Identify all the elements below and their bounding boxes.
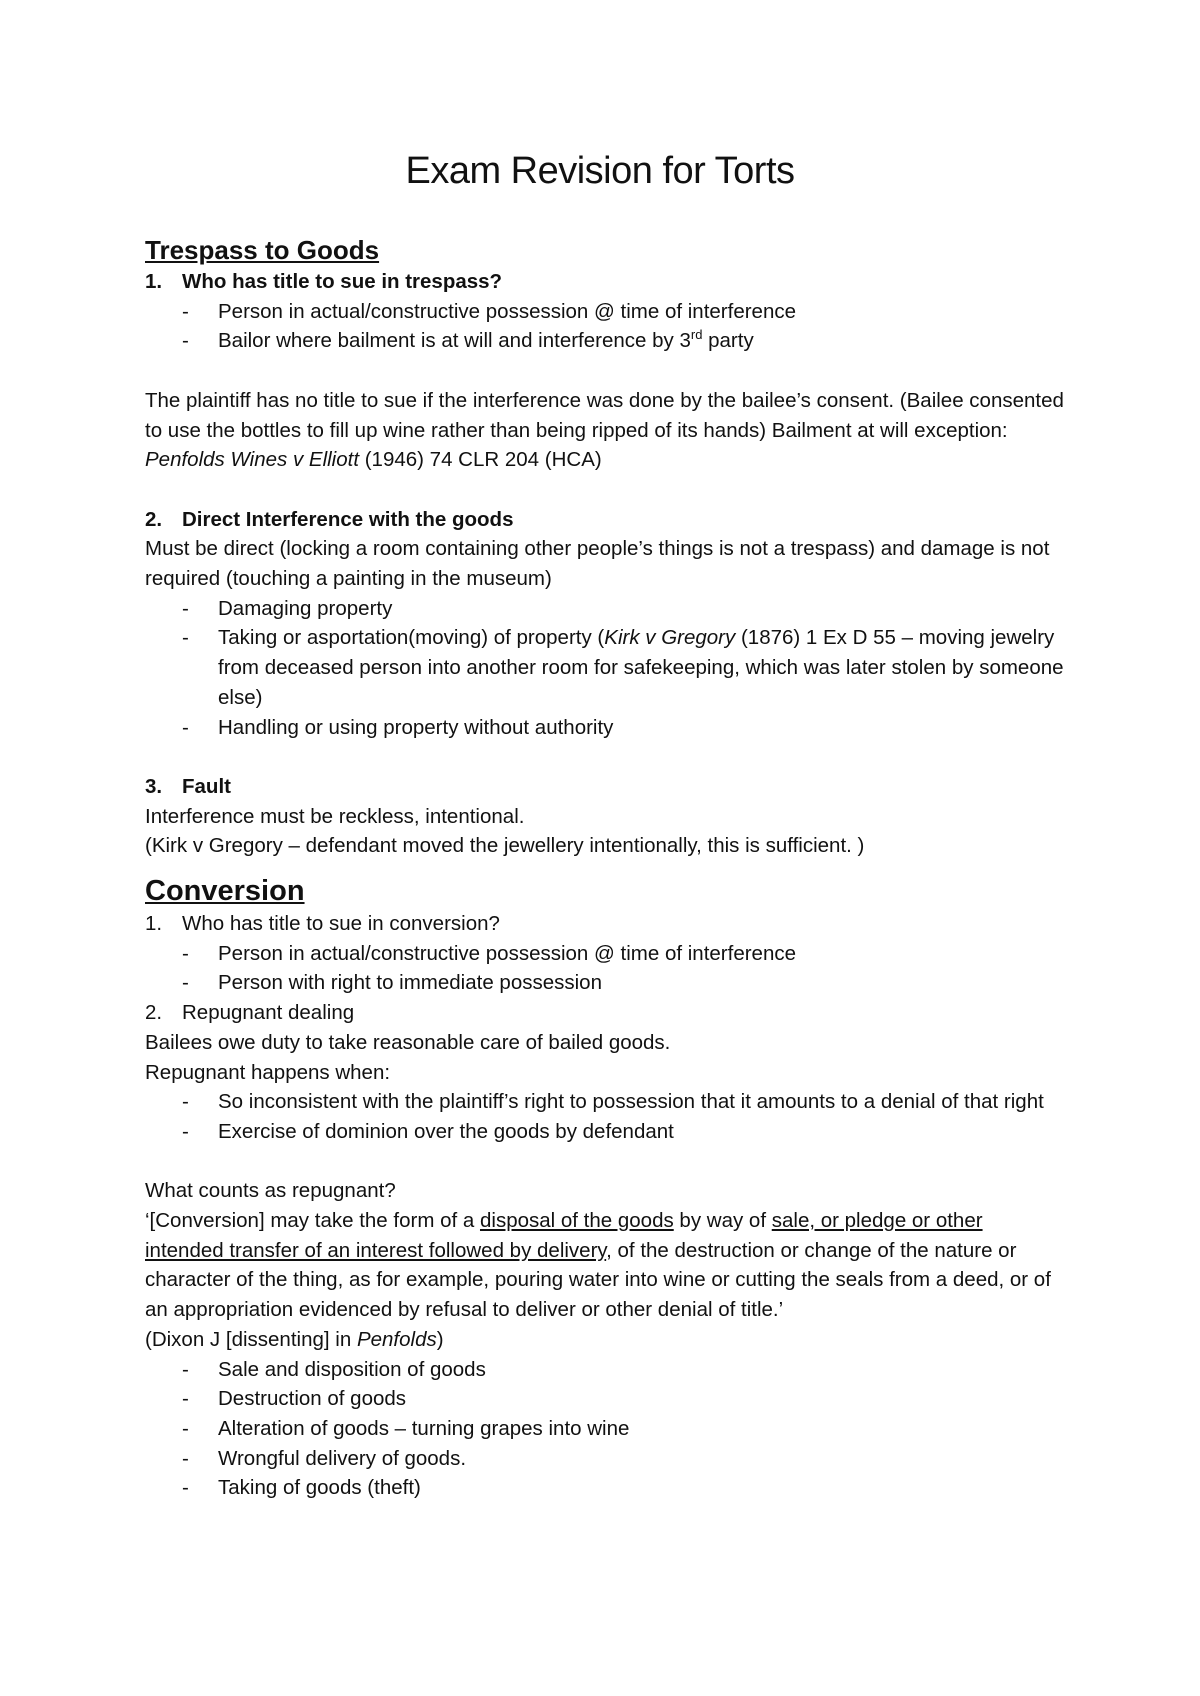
section-heading-conversion: Conversion [145,875,305,908]
conversion-q1-heading [145,909,1065,939]
case-name: Kirk v Gregory [604,626,736,650]
list-item: - Person in actual/constructive possession @ time of interference [145,297,1065,327]
list-item: - Sale and disposition of goods [145,1355,1065,1385]
repugnant-examples-list [145,1355,1065,1504]
list-item: - So inconsistent with the plaintiff’s right to possession that it amounts to a denial of that right [145,1087,1065,1117]
paragraph-direct-interference: Must be direct (locking a room containing other people’s things is not a trespass) and damage is not required (touching a painting in the museum) [145,537,1050,590]
trespass-q2-list [145,594,1065,743]
list-item: - Wrongful delivery of goods. [145,1444,1065,1474]
quote-dixon: ‘[Conversion] may take the form of a disposal of the goods by way of sale, or pledge or other intended transfer of an interest followed by delivery, of the destruction or change of the nature or character of the thing, as for example, pouring water into wine or cutting the seals from a deed, or of an appropriation evidenced by refusal to deliver or other denial of title.’ [145,1209,1051,1322]
section-heading-trespass: Trespass to Goods [145,235,380,265]
list-number: 2. [145,507,163,531]
list-item: - Destruction of goods [145,1384,1065,1414]
trespass-q1-list [145,297,1065,356]
trespass-q3-heading [145,772,1065,802]
list-item: - Taking of goods (theft) [145,1473,1065,1503]
list-heading-text: Who has title to sue in conversion? [182,912,500,936]
citation: (Dixon J [dissenting] in Penfolds) [145,1327,444,1351]
underlined-text: sale, or pledge or other intended transfer of an interest followed by delivery [145,1209,983,1262]
list-item: - Person in actual/constructive possession @ time of interference [145,939,1065,969]
conversion-q1-list [145,939,1065,998]
paragraph-bailee-consent: The plaintiff has no title to sue if the interference was done by the bailee’s consent. (Bailee consented to use the bottles to fill up wine rather than being ripped of its hands) Bailment at will exception: Penfolds Wines v Elliott (1946) 74 CLR 204 (HCA) [145,388,1064,472]
trespass-q1-heading [145,267,1065,297]
paragraph-question: What counts as repugnant? [145,1179,396,1203]
conversion-q2-heading [145,998,1065,1028]
underlined-text: disposal of the goods [479,1209,674,1233]
superscript: rd [690,327,703,343]
list-number: 1. [145,270,163,293]
list-item: - Taking or asportation(moving) of property (Kirk v Gregory (1876) 1 Ex D 55 – moving jewelry from deceased person into another room for safekeeping, which was later stolen by someone else) [145,623,1065,712]
document-title: Exam Revision for Torts [405,150,795,192]
list-number: 3. [145,774,163,798]
list-item: - Person with right to immediate possession [145,968,1065,998]
list-item: - Damaging property [145,594,1065,624]
trespass-q2-heading [145,505,1065,535]
list-heading-text: Repugnant dealing [182,1001,355,1025]
case-name: Penfolds Wines v Elliott [145,448,360,472]
list-item: - Alteration of goods – turning grapes into wine [145,1414,1065,1444]
list-number: 1. [145,912,163,936]
list-number: 2. [145,1001,163,1025]
list-heading-text: Who has title to sue in trespass? [182,270,503,293]
list-heading-text: Fault [182,774,231,798]
case-name: Penfolds [356,1327,437,1351]
paragraph-fault: Interference must be reckless, intentional. [145,804,525,828]
paragraph-bailee-duty: Bailees owe duty to take reasonable care of bailed goods. [145,1030,671,1054]
list-item: - Exercise of dominion over the goods by defendant [145,1117,1065,1147]
list-item: - Handling or using property without authority [145,713,1065,743]
list-heading-text: Direct Interference with the goods [182,507,514,531]
list-item: - Bailor where bailment is at will and interference by 3rd party [145,326,1065,356]
paragraph-fault-example: (Kirk v Gregory – defendant moved the jewellery intentionally, this is sufficient. ) [145,834,865,858]
paragraph-repugnant-when: Repugnant happens when: [145,1060,391,1084]
document-body [145,233,1065,1503]
conversion-q2-list [145,1087,1065,1146]
